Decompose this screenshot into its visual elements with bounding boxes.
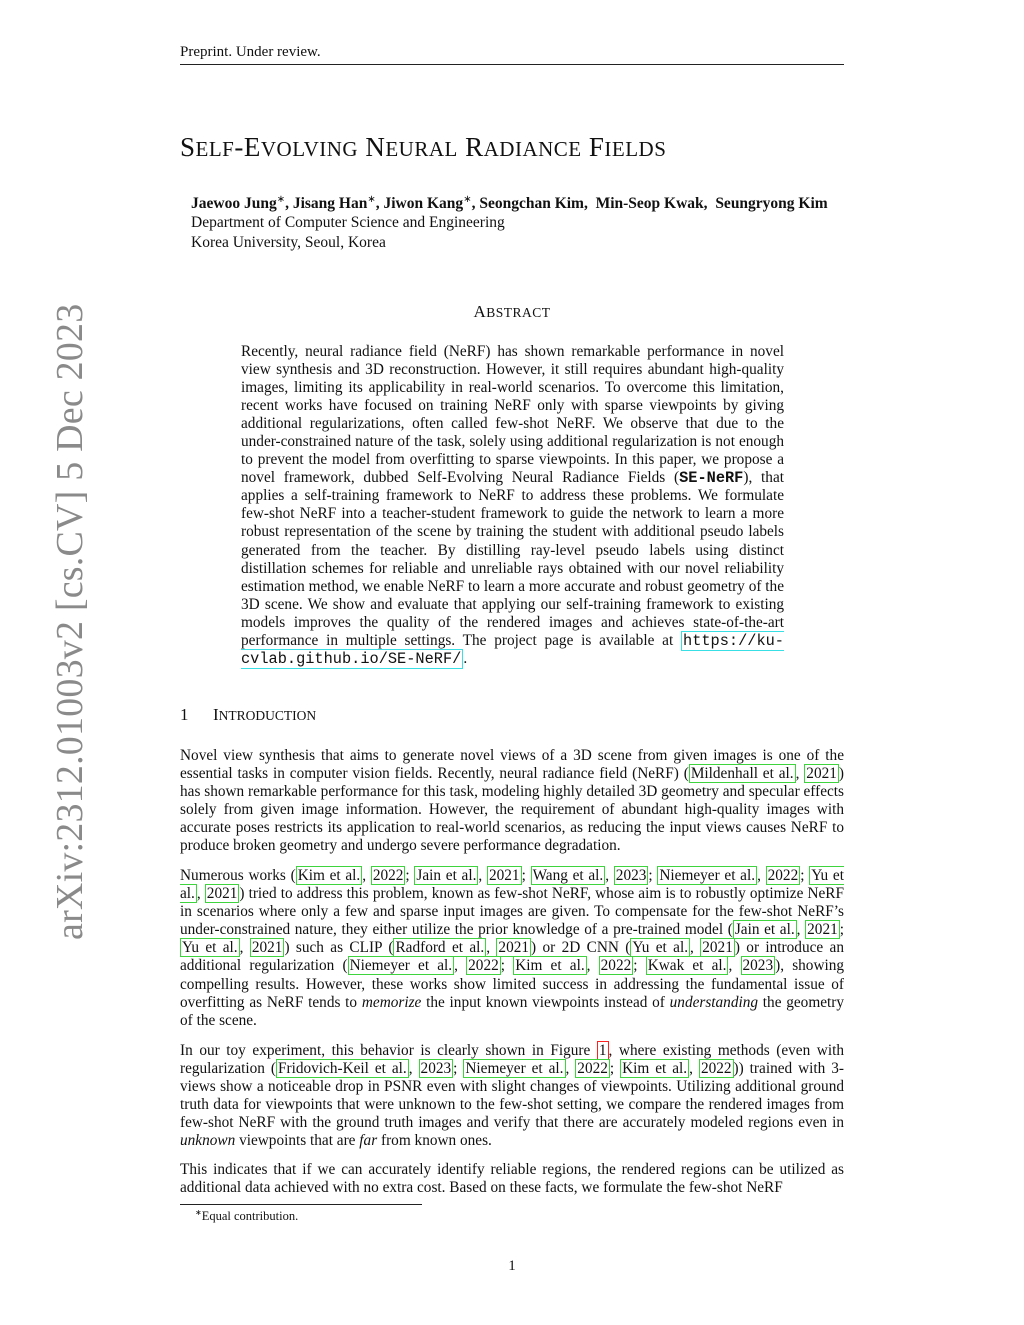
- section-heading-introduction: 1 INTRODUCTION: [180, 705, 317, 724]
- citation-link[interactable]: 2022: [700, 1060, 732, 1078]
- citation-link[interactable]: 2021: [702, 939, 733, 957]
- affiliation-university: Korea University, Seoul, Korea: [191, 234, 386, 251]
- intro-paragraph-4: This indicates that if we can accurately identify reliable regions, the rendered regions can be utilized as additional data achieved with no extra cost. Based on these facts, we formulate the few-shot NeRF: [180, 1161, 844, 1197]
- citation-link[interactable]: Kim et al.: [515, 957, 585, 975]
- citation-link[interactable]: 2021: [498, 939, 530, 957]
- citation-link[interactable]: Niemeyer et al.: [349, 957, 453, 975]
- citation-link[interactable]: 2022: [468, 957, 499, 975]
- citation-link[interactable]: Niemeyer et al.: [465, 1060, 564, 1078]
- citation-link[interactable]: 2023: [742, 957, 774, 975]
- project-page-link[interactable]: https://ku-cvlab.github.io/SE-NeRF/: [241, 631, 784, 668]
- citation-link[interactable]: Kim et al.: [297, 867, 361, 884]
- intro-paragraph-3: In our toy experiment, this behavior is clearly shown in Figure 1 , where existing methods (even with regularization ( Fridovich-Keil et al. , 2023 ; Niemeyer et al. , 2022 ; Kim et al. , 2022 )) trained with 3-views show a noticeable drop in PSNR even with slight changes of viewpoints. Utilizing additional ground truth data for viewpoints that were unknown to the few-shot setting, we compare the rendered images from few-shot NeRF with the ground truth images and verify that there are accurately modeled regions even in unknown viewpoints that are far from known ones.: [180, 1042, 845, 1150]
- citation-link[interactable]: 2021: [206, 885, 238, 903]
- abstract-heading: ABSTRACT: [473, 302, 551, 321]
- method-name: SE-NeRF: [679, 469, 744, 488]
- citation-link[interactable]: Kwak et al.: [647, 957, 727, 975]
- citation-link[interactable]: Kim et al.: [622, 1060, 688, 1078]
- citation-link[interactable]: Radford et al.: [395, 939, 485, 957]
- abstract-text: Recently, neural radiance field (NeRF) has shown remarkable performance in novel view synthesis and 3D reconstruction. However, it still requires abundant high-quality images, limiting its applicability in real-world scenarios. To overcome this limitation, recent works have focused on training NeRF only with sparse viewpoints by giving additional regularizations, often called few-shot NeRF. We observe that due to the under-constrained nature of the task, solely using additional regularization is not enough to prevent the model from overfitting to sparse viewpoints. In this paper, we propose a novel framework, dubbed Self-Evolving Neural Radiance Fields (SE-NeRF), that applies a self-training framework to NeRF to address these problems. We formulate few-shot NeRF into a teacher-student framework to guide the network to learn a more robust representation of the scene by training the student with additional pseudo labels generated from the teacher. By distilling ray-level pseudo labels using distinct distillation schemes for reliable and unreliable rays obtained with our novel reliability estimation method, we enable NeRF to learn a more accurate and robust geometry of the 3D scene. We show and evaluate that applying our self-training framework to existing models improves the quality of the rendered images and achieves state-of-the-art performance in multiple settings. The project page is available at https://ku-cvlab.github.io/SE-NeRF/ .: [241, 343, 784, 668]
- citation-link[interactable]: 2021: [251, 939, 283, 957]
- footnote-rule: [180, 1204, 422, 1205]
- running-header: Preprint. Under review.: [180, 44, 321, 60]
- citation-link[interactable]: 2023: [420, 1060, 452, 1078]
- citation-link[interactable]: Jain et al.: [416, 867, 477, 884]
- author-list: Jaewoo Jung∗, Jisang Han∗, Jiwon Kang∗, Seongchan Kim, Min-Seop Kwak, Seungryong Kim: [191, 194, 828, 213]
- citation-link[interactable]: Wang et al.: [532, 867, 604, 884]
- citation-link[interactable]: 2021: [807, 921, 838, 939]
- citation-link[interactable]: 2023: [615, 867, 647, 884]
- citation-link[interactable]: Niemeyer et al.: [659, 867, 756, 884]
- citation-link[interactable]: Mildenhall et al.: [690, 765, 794, 783]
- citation-link[interactable]: 2021: [488, 867, 520, 884]
- paper-title: SELF-EVOLVING NEURAL RADIANCE FIELDS: [180, 132, 667, 162]
- citation-link[interactable]: 2022: [767, 867, 799, 884]
- page-number: 1: [508, 1258, 516, 1274]
- affiliation-department: Department of Computer Science and Engineering: [191, 214, 505, 231]
- header-rule: [180, 64, 844, 65]
- footnote: ∗Equal contribution.: [195, 1208, 299, 1224]
- intro-paragraph-1: Novel view synthesis that aims to generate novel views of a 3D scene from given images is one of the essential tasks in computer vision fields. Recently, neural radiance field (NeRF) ( Mildenhall et al. , 2021 ) has shown remarkable performance for this task, modeling highly detailed 3D geometry and specular effects solely from given image information. However, the requirement of abundant high-quality images with accurate poses restricts its application to real-world scenarios, as reducing the input views causes NeRF to produce broken geometry and undergo severe performance degradation.: [180, 747, 844, 855]
- citation-link[interactable]: Fridovich-Keil et al.: [278, 1060, 407, 1078]
- arxiv-identifier: arXiv:2312.01003v2 [cs.CV] 5 Dec 2023: [49, 303, 91, 940]
- citation-link[interactable]: Yu et al.: [182, 939, 238, 957]
- citation-link[interactable]: 2021: [806, 765, 837, 783]
- intro-paragraph-2: Numerous works ( Kim et al. , 2022 ; Jain et al. , 2021 ; Wang et al. , 2023 ; Niemeyer et al. , 2022 ; Yu et al. , 2021 ) tried to address this problem, known as few-shot NeRF, whose aim is to robustly optimize NeRF in scenarios where only a few and sparse input images are given. To compensate for the few-shot NeRF’s under-constrained nature, they either utilize the prior knowledge of a pre-trained model ( Jain et al. , 2021 ; Yu et al. , 2021 ) such as CLIP ( Radford et al. , 2021 ) or 2D CNN ( Yu et al. , 2021 ) or introduce an additional regularization ( Niemeyer et al. , 2022 ; Kim et al. , 2022 ; Kwak et al. , 2023 ), showing compelling results. However, these works show limited success in addressing the fundamental issue of overfitting as NeRF tends to memorize the input known viewpoints instead of understanding the geometry of the scene.: [180, 867, 845, 1029]
- citation-link[interactable]: Yu et al.: [632, 939, 689, 957]
- citation-link[interactable]: Jain et al.: [734, 921, 795, 939]
- citation-link[interactable]: 2022: [372, 867, 404, 884]
- citation-link[interactable]: 2022: [600, 957, 632, 975]
- citation-link[interactable]: 2022: [577, 1060, 608, 1078]
- figure-reference-link[interactable]: 1: [598, 1042, 607, 1059]
- citation-link[interactable]: Yu et al.: [180, 867, 844, 903]
